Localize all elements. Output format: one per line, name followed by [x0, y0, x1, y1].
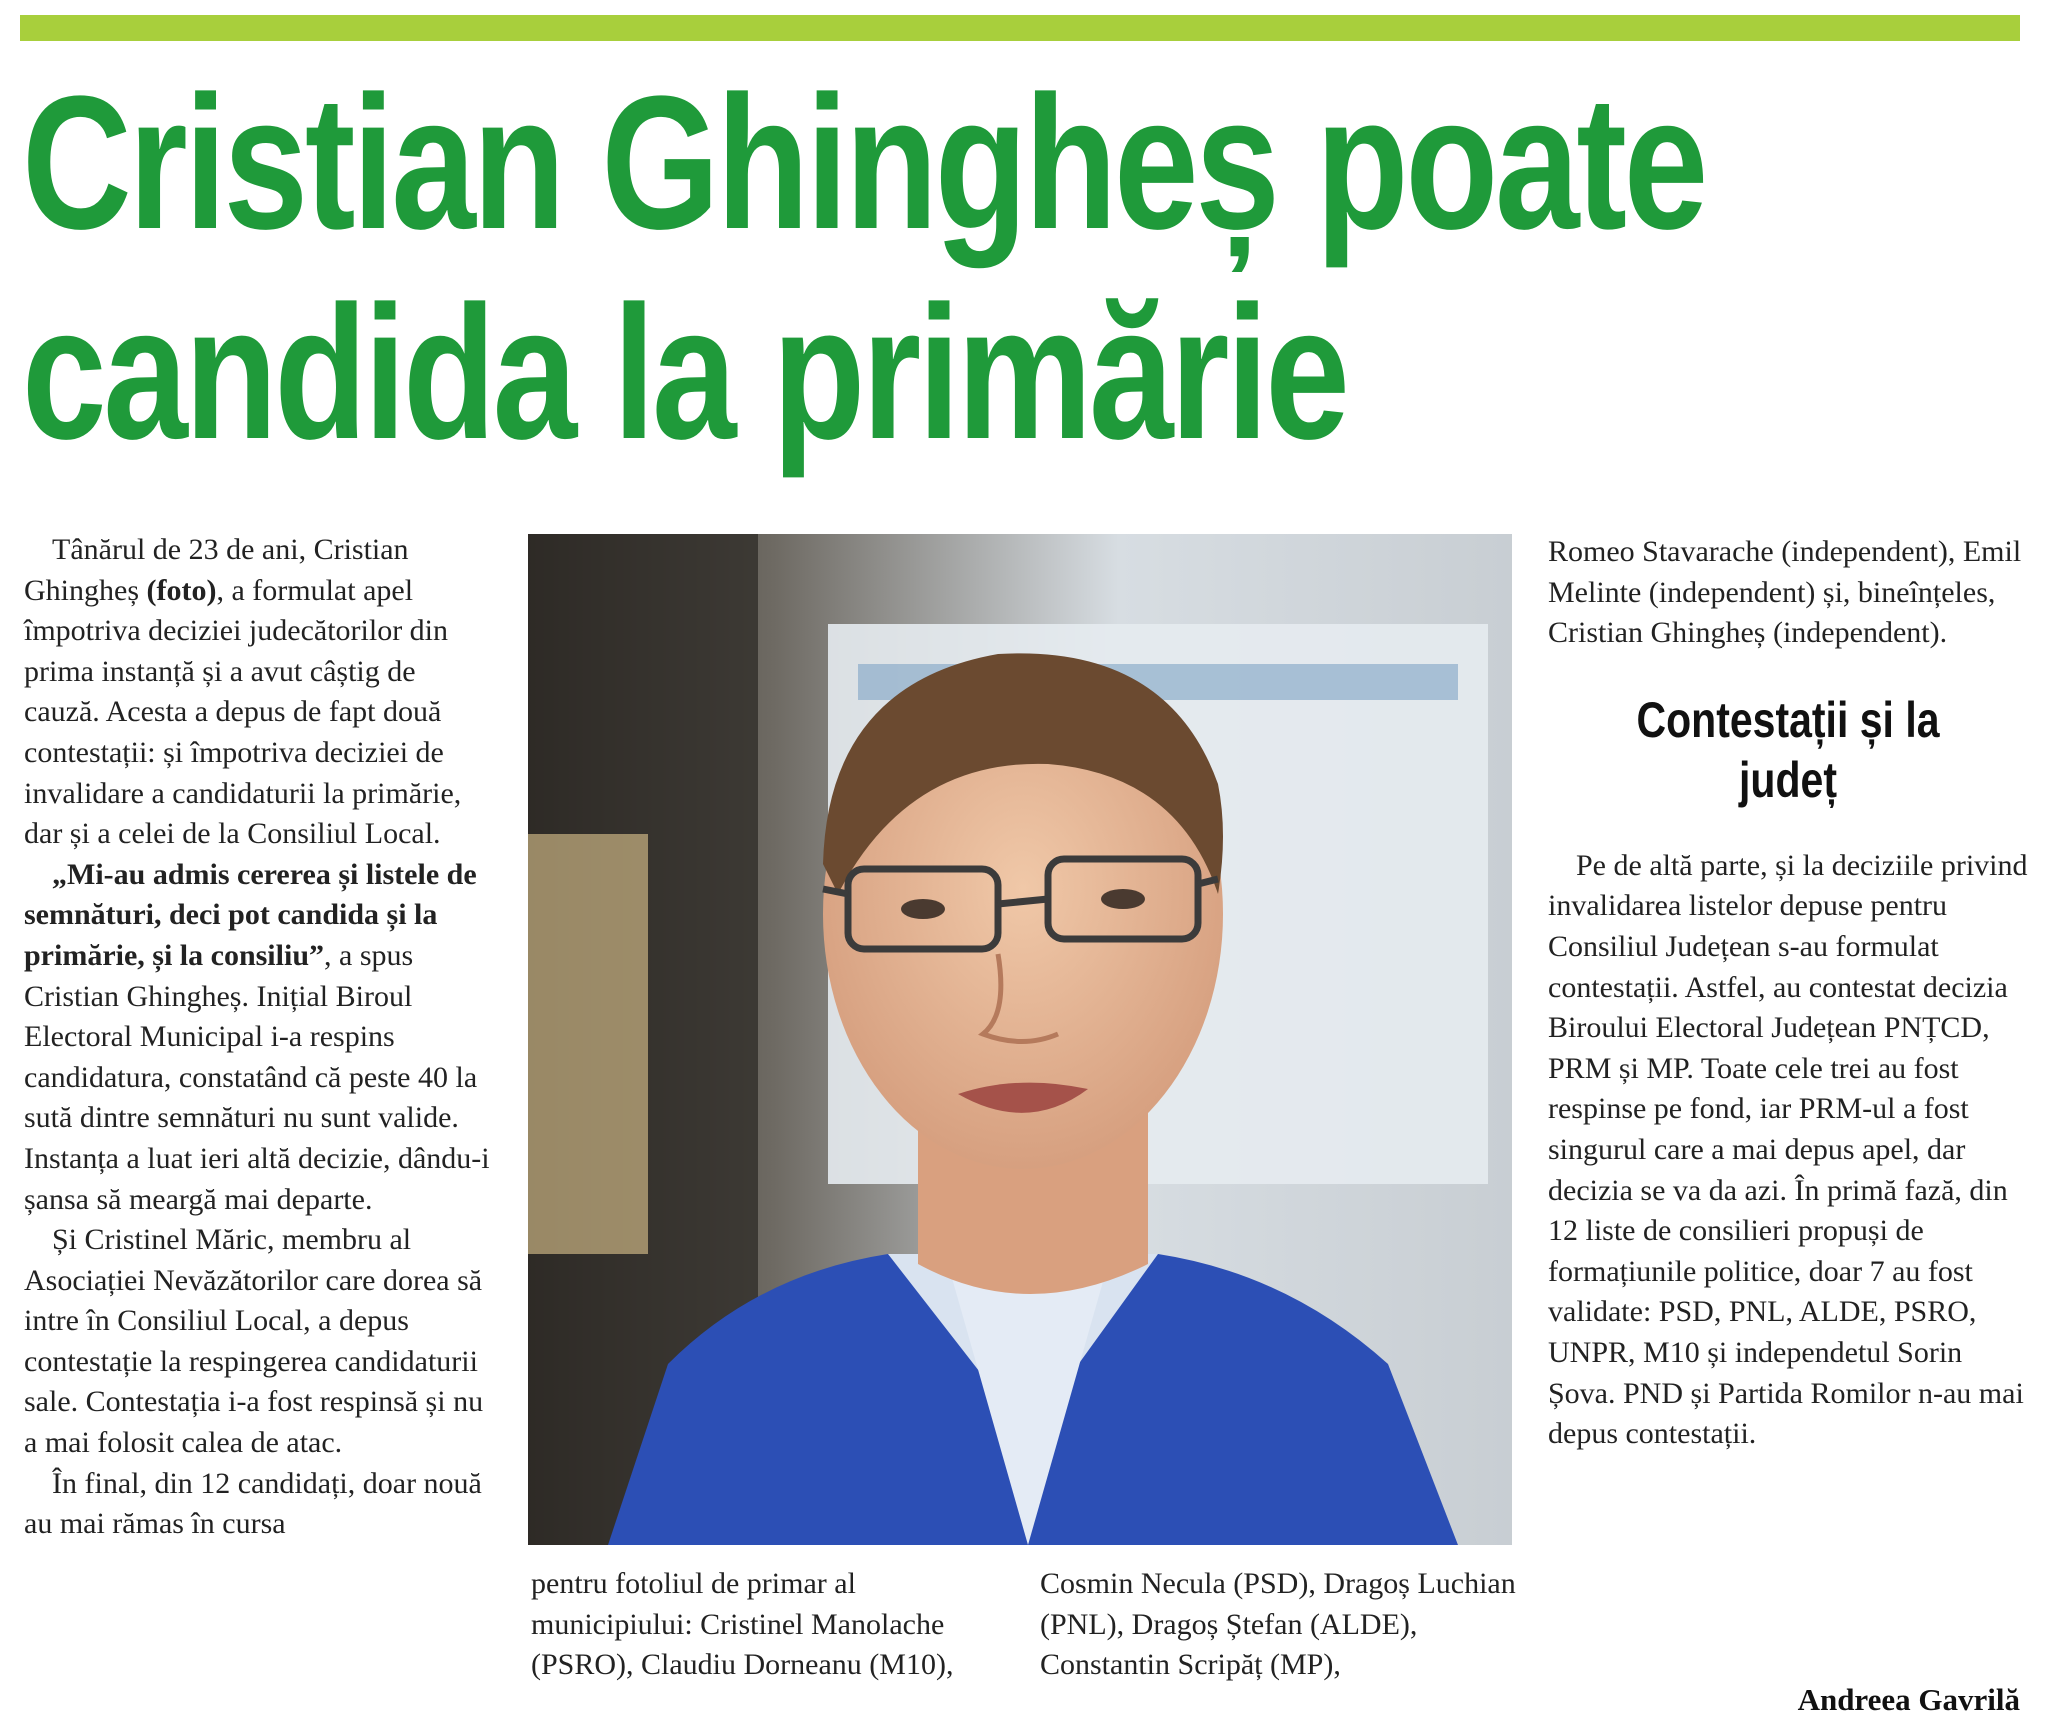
- candidates-list-part-3: Romeo Stavarache (independent), Emil Melinte (independent) și, bineînțeles, Cristian Ghingheș (independent).: [1548, 535, 2022, 650]
- article-photo: [528, 534, 1512, 1545]
- paragraph-maric: Și Cristinel Măric, membru al Asociației Nevăzătorilor care dorea să intre în Consiliul Local, a depus contestație la respingerea candidaturii sale. Contestația i-a fost respinsă și nu a mai folosit calea de atac.: [24, 1223, 484, 1460]
- candidates-list-part-1: pentru fotoliul de primar al municipiului: Cristinel Manolache (PSRO), Claudiu Dorneanu (M10),: [531, 1567, 954, 1682]
- author-byline: Andreea Gavrilă: [1797, 1682, 2020, 1717]
- right-text-column: [1548, 532, 2028, 1455]
- section-subhead: Contestații și la județ: [1636, 691, 1940, 808]
- portrait-illustration: [528, 534, 1512, 1545]
- left-text-column: [24, 530, 494, 1545]
- paragraph-intro: Tânărul de 23 de ani, Cristian Ghingheș (foto), a formulat apel împotriva deciziei judecătorilor din prima instanță și a avut câștig de cauză. Acesta a depus de fapt două contestații: și împotriva deciziei de invalidare a candidaturii la primărie, dar și a celei de la Consiliul Local.: [24, 533, 462, 851]
- paragraph-final: În final, din 12 candidați, doar nouă au mai rămas în cursa: [24, 1466, 482, 1541]
- middle-text-column-2: [1040, 1564, 1520, 1686]
- pull-quote: „Mi-au admis cererea și listele de semnături, deci pot candida și la primărie, și la consiliu”: [24, 857, 477, 972]
- middle-text-column-1: [531, 1564, 1011, 1686]
- headline-line-1: Cristian Ghingheș poate: [22, 57, 1706, 269]
- candidates-list-part-2: Cosmin Necula (PSD), Dragoș Luchian (PNL), Dragoș Ștefan (ALDE), Constantin Scripăț (MP),: [1040, 1567, 1516, 1682]
- paragraph-county: Pe de altă parte, și la deciziile privind invalidarea listelor depuse pentru Consiliul Județean s-au formulat contestații. Astfel, au contestat decizia Biroului Electoral Județean PNȚCD, PRM și MP. Toate cele trei au fost respinse pe fond, iar PRM-ul a fost singurul care a mai depus apel, dar decizia se va da azi. În primă fază, din 12 liste de consilieri propuși de formațiunile politice, doar 7 au fost validate: PSD, PNL, ALDE, PSRO, UNPR, M10 și independetul Sorin Șova. PND și Partida Romilor n-au mai depus contestații.: [1548, 848, 2028, 1451]
- paragraph-quote: „Mi-au admis cererea și listele de semnături, deci pot candida și la primărie, și la consiliu”, a spus Cristian Ghingheș. Inițial Biroul Electoral Municipal i-a respins candidatura, constatând că peste 40 la sută dintre semnături nu sunt valide. Instanța a luat ieri altă decizie, dându-i șansa să meargă mai departe.: [24, 857, 490, 1216]
- article-headline: [22, 57, 1706, 479]
- top-accent-bar: [20, 15, 2020, 41]
- headline-line-2: candida la primărie: [22, 267, 1347, 479]
